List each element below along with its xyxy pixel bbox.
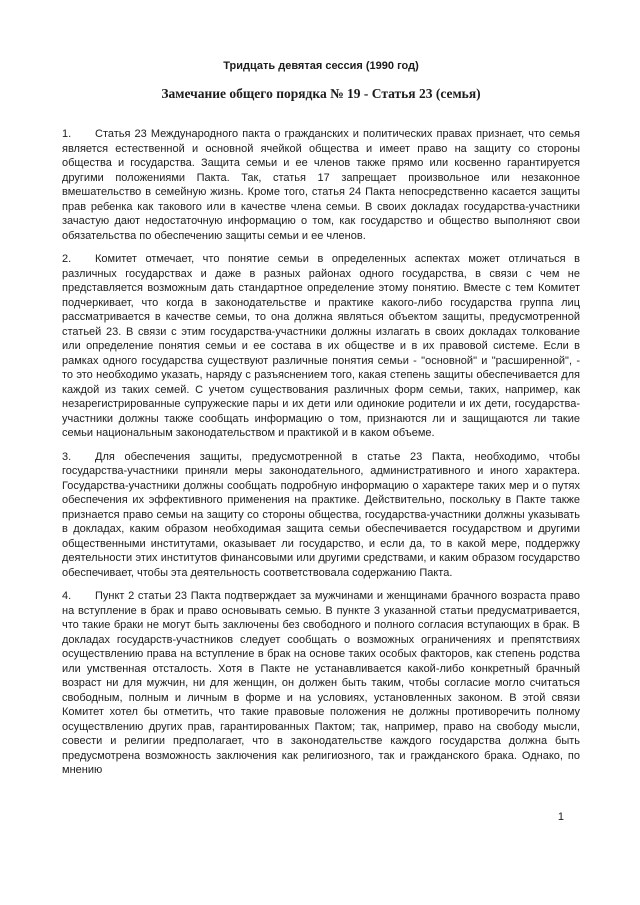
paragraph-1-number: 1. [62, 128, 72, 140]
paragraph-4-number: 4. [62, 590, 72, 602]
paragraph-2-number: 2. [62, 253, 72, 265]
paragraph-4 [62, 589, 580, 778]
paragraph-1-text: Статья 23 Международного пакта о гражданских и политических правах признает, что семья является естественной и основной ячейкой общества и имеет право на защиту со стороны общества и государства. Защита семьи и ее членов также прямо или косвенно гарантируется другими положениями Пакта. Так, статья 17 запрещает произвольное или незаконное вмешательство в семейную жизнь. Кроме того, статья 24 Пакта непосредственно касается защиты прав ребенка как такового или в качестве члена семьи. В своих докладах государства-участники зачастую дают недостаточную информацию о том, как государство и общество выполняют свои обязательства по обеспечению защиты семьи и ее членов. [62, 128, 580, 242]
document-content [62, 0, 580, 778]
page-number: 1 [557, 811, 564, 823]
paragraph-3 [62, 450, 580, 581]
paragraph-2-text: Комитет отмечает, что понятие семьи в определенных аспектах может отличаться в различных государствах и даже в разных районах одного государства, в связи с чем не представляется возможным дать стандартное определение этому понятию. Вместе с тем Комитет подчеркивает, что когда в законодательстве и практике какого-либо государства группа лиц рассматривается в качестве семьи, то она должна являться объектом защиты, предусмотренной статьей 23. В связи с этим государства-участники должны излагать в своих докладах толкование или определение понятия семьи и ее состава в их обществе и в их правовой системе. Если в рамках одного государства существуют различные понятия семьи - "основной" и "расширенной", - то это необходимо указать, наряду с разъяснением того, какая степень защиты обеспечивается для каждой из таких семей. С учетом существования различных форм семьи, таких, например, как незарегистрированные супружеские пары и их дети или одинокие родители и их дети, государства-участники должны также сообщать информацию о том, признаются ли и защищаются ли такие семьи национальным законодательством и практикой и в каком объеме. [62, 253, 580, 439]
paragraph-2 [62, 252, 580, 441]
paragraph-4-text: Пункт 2 статьи 23 Пакта подтверждает за мужчинами и женщинами брачного возраста право на вступление в брак и право основывать семью. В пункте 3 указанной статьи предусматривается, что такие браки не могут быть заключены без свободного и полного согласия вступающих в брак. В докладах государств-участников следует сообщать о возможных ограничениях и препятствиях осуществлению права на вступление в брак на основе таких особых факторов, как степень родства или умственная отсталость. Хотя в Пакте не устанавливается какой-либо конкретный брачный возраст ни для мужчин, ни для женщин, он должен быть таким, чтобы согласие могло считаться свободным, полным и личным в форме и на условиях, установленных законом. В этой связи Комитет хотел бы отметить, что такие правовые положения не должны противоречить полному осуществлению других прав, гарантированных Пактом; так, например, право на свободу мысли, совести и религии предполагает, что в законодательстве каждого государства должна быть предусмотрена возможность заключения как религиозного, так и гражданского брака. Однако, по мнению [62, 590, 580, 776]
paragraph-3-number: 3. [62, 450, 72, 463]
paragraph-1 [62, 127, 580, 243]
document-title: Замечание общего порядка № 19 - Статья 23 (семья) [161, 86, 481, 101]
document-body [62, 127, 580, 778]
session-heading: Тридцать девятая сессия (1990 год) [223, 60, 419, 72]
paragraph-3-text: Для обеспечения защиты, предусмотренной в статье 23 Пакта, необходимо, чтобы государства-участники приняли меры законодательного, административного и иного характера. Государства-участники должны сообщать подробную информацию о характере таких мер и о путях обеспечения их эффективного применения на практике. Действительно, поскольку в Пакте также признается право семьи на защиту со стороны общества, государства-участники должны указывать в докладах, каким образом необходимая защита семьи обеспечивается государством и другими общественными институтами, оказывает ли государство, и если да, то в какой мере, поддержку деятельности этих институтов финансовыми или другими средствами, и каким образом государство обеспечивает, чтобы эта деятельность соответствовала содержанию Пакта. [62, 450, 580, 579]
